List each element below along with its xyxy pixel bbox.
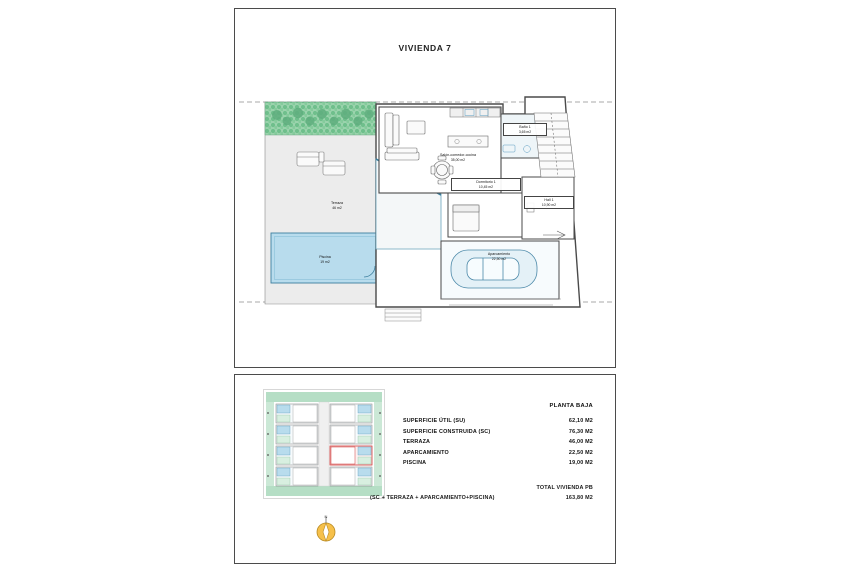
entrance-path xyxy=(385,309,421,321)
area-label: APARCAMIENTO xyxy=(403,449,449,456)
page-title: VIVIENDA 7 xyxy=(398,43,452,53)
area-value: 76,30 M2 xyxy=(568,428,593,435)
compass-north-label: N xyxy=(324,514,328,519)
area-row xyxy=(403,460,603,466)
room-label-terraza: Terraza 46 m2 xyxy=(331,201,343,210)
compass xyxy=(313,515,339,549)
area-label: PISCINA xyxy=(403,460,427,466)
bed-icon xyxy=(453,205,479,231)
area-value: 19,00 M2 xyxy=(568,460,593,466)
area-row xyxy=(403,429,603,435)
kitchen-units xyxy=(450,108,500,117)
area-row xyxy=(403,450,603,456)
info-sheet xyxy=(234,374,616,564)
total-label: TOTAL VIVIENDA PB xyxy=(536,485,593,491)
floor-plan-drawing xyxy=(235,9,617,369)
area-schedule xyxy=(403,403,603,471)
area-row xyxy=(403,439,603,445)
total-formula-note: (SC + TERRAZA + APARCAMIENTO+PISCINA) xyxy=(370,495,495,501)
compass-icon xyxy=(313,515,339,545)
room-label-dormitorio1: Dormitorio 1 10,45 m2 xyxy=(451,178,521,191)
schedule-heading: PLANTA BAJA xyxy=(549,403,593,409)
total-value: 163,80 M2 xyxy=(565,495,593,501)
area-label: SUPERFICIE ÚTIL (SU) xyxy=(403,418,466,424)
area-label: SUPERFICIE CONSTRUIDA (SC) xyxy=(403,428,491,435)
area-value: 46,00 M2 xyxy=(568,439,593,445)
room-label-bano1: Baño 1 3,65 m2 xyxy=(503,123,547,136)
area-row xyxy=(403,418,603,424)
area-value: 62,10 M2 xyxy=(568,418,593,424)
area-label: TERRAZA xyxy=(403,439,431,445)
kitchen-island xyxy=(448,136,488,147)
room-label-piscina: Piscina 19 m2 xyxy=(319,255,331,264)
area-value: 22,50 M2 xyxy=(568,449,593,456)
keyplan-highlighted-unit xyxy=(330,446,372,465)
room-label-hall1: Hall 1 10,90 m2 xyxy=(524,196,574,209)
room-label-salon: Salón-comedor-cocina 35,00 m2 xyxy=(440,153,476,162)
room-label-aparcamiento: Aparcamiento 22,50 m2 xyxy=(487,252,511,261)
floor-plan-sheet xyxy=(234,8,616,368)
key-plan xyxy=(263,389,385,499)
